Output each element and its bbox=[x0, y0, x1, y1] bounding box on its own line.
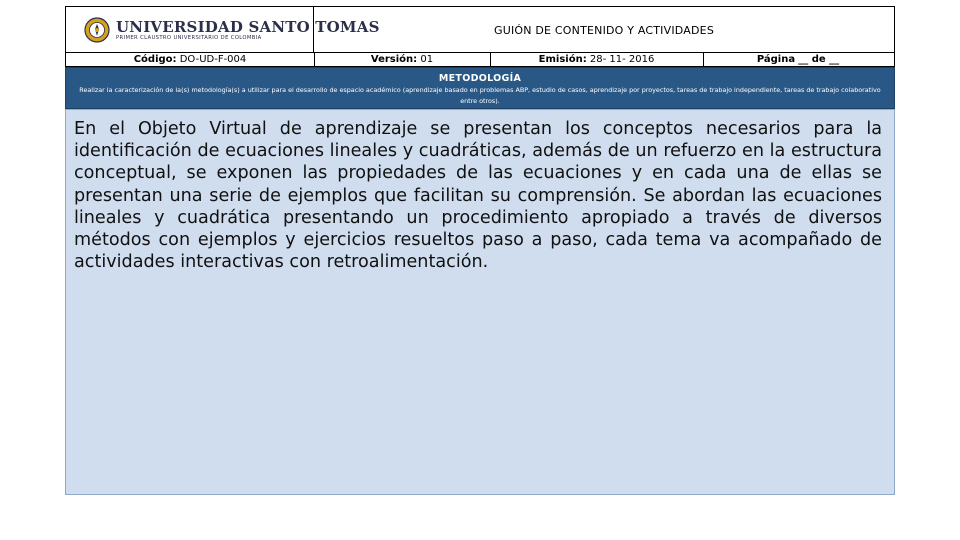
code-label: Código: bbox=[133, 54, 177, 65]
code-value: DO-UD-F-004 bbox=[179, 54, 247, 65]
issue-cell bbox=[490, 53, 703, 66]
methodology-description: Realizar la caracterización de la(s) metodología(s) a utilizar para el desarrollo de espacio académico (aprendizaje basado en problemas ABP, estudio de casos, aprendizaje por proyectos, tareas de trabajo independiente, tareas de trabajo colaborativo entre otros). bbox=[79, 86, 881, 105]
metadata-row bbox=[65, 52, 895, 67]
logo-cell bbox=[66, 7, 380, 53]
version-label: Versión: bbox=[370, 54, 418, 65]
issue-label: Emisión: bbox=[538, 54, 587, 65]
code-cell bbox=[66, 53, 314, 66]
methodology-band bbox=[65, 67, 895, 109]
document-header bbox=[65, 6, 895, 52]
university-logo bbox=[84, 16, 380, 44]
methodology-title: METODOLOGÍA bbox=[438, 73, 522, 84]
university-seal-icon bbox=[84, 17, 110, 43]
page-value: __ de __ bbox=[798, 54, 840, 65]
document-title: GUIÓN DE CONTENIDO Y ACTIVIDADES bbox=[493, 23, 715, 37]
logo-subtitle: PRIMER CLAUSTRO UNIVERSITARIO DE COLOMBIA bbox=[116, 35, 262, 41]
page-cell bbox=[703, 53, 893, 66]
issue-value: 28- 11- 2016 bbox=[589, 54, 655, 65]
content-paragraph: En el Objeto Virtual de aprendizaje se presentan los conceptos necesarios para la identificación de ecuaciones lineales y cuadráticas, además de un refuerzo en la estructura conceptual, se exponen las propiedades de las ecuaciones y en cada una de ellas se presentan una serie de ejemplos que facilitan su comprensión. Se abordan las ecuaciones lineales y cuadrática presentando un procedimiento apropiado a través de diversos métodos con ejemplos y ejercicios resueltos paso a paso, cada tema va acompañado de actividades interactivas con retroalimentación. bbox=[74, 119, 882, 273]
logo-name: UNIVERSIDAD SANTO TOMAS bbox=[116, 18, 380, 36]
version-cell bbox=[314, 53, 490, 66]
version-value: 01 bbox=[420, 54, 434, 65]
page-label: Página bbox=[756, 54, 796, 65]
content-box bbox=[65, 109, 895, 495]
